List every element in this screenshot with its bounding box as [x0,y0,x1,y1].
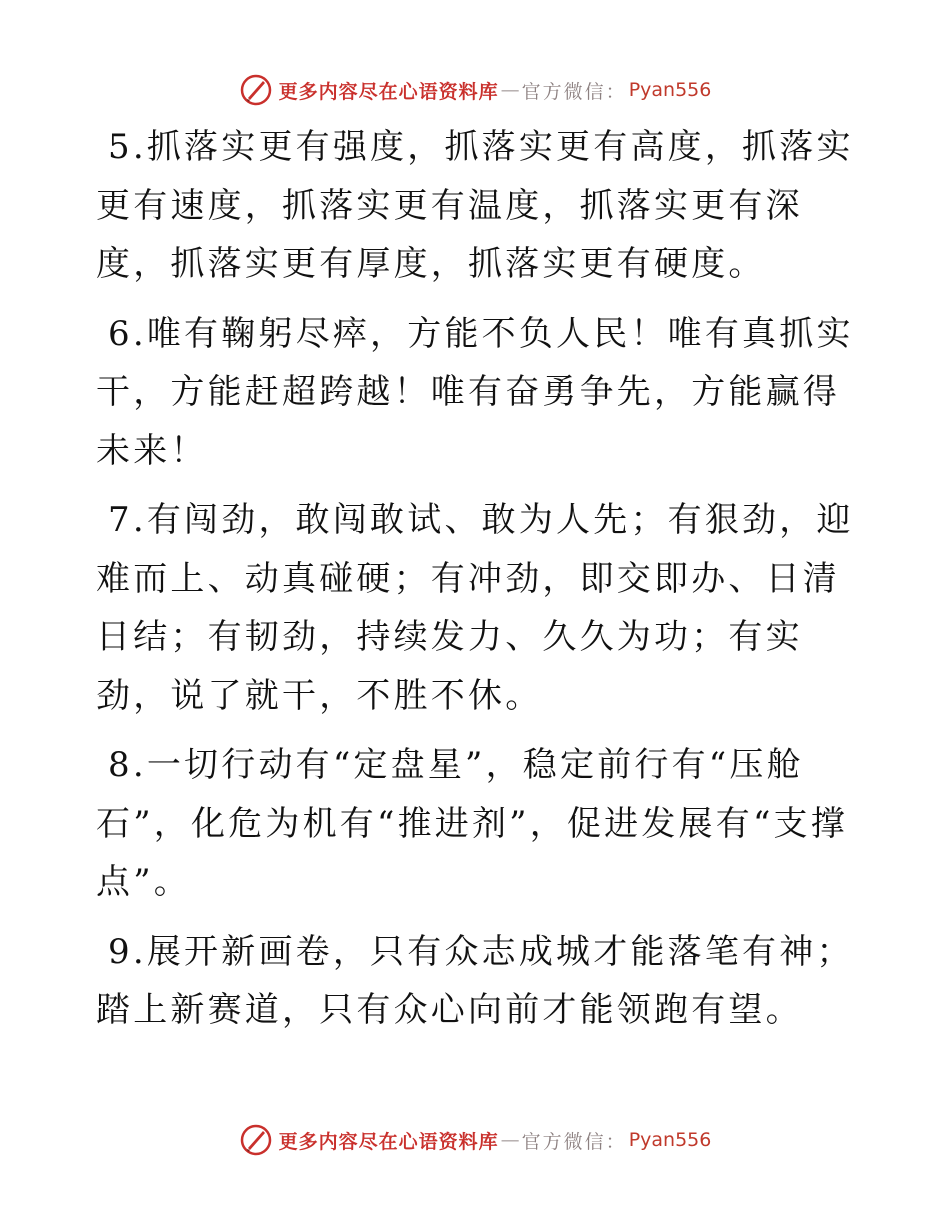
paragraph-number: 7. [108,500,147,540]
paragraph-text: 唯有鞠躬尽瘁，方能不负人民！唯有真抓实干，方能赶超跨越！唯有奋勇争先，方能赢得未来！ [96,313,854,471]
paragraph-6 [96,305,856,481]
paragraph-text: 有闯劲，敢闯敢试、敢为人先；有狠劲，迎难而上、动真碰硬；有冲劲，即交即办、日清日结；有韧劲，持续发力、久久为功；有实劲，说了就干，不胜不休。 [96,500,854,716]
footer-wechat-id: Pyan556 [628,1129,712,1151]
paragraph-8 [96,736,856,912]
paragraph-number: 5. [108,127,147,167]
header-wechat-label: 官方微信： [521,80,627,103]
quill-logo-icon [239,1123,273,1157]
header-wechat-id: Pyan556 [628,79,712,101]
header-brand-text: 更多内容尽在心语资料库 [278,80,499,103]
header-banner [0,70,950,110]
footer-brand-text: 更多内容尽在心语资料库 [278,1130,499,1153]
paragraph-text: 抓落实更有强度，抓落实更有高度，抓落实更有速度，抓落实更有温度，抓落实更有深度，抓落实更有厚度，抓落实更有硬度。 [96,127,854,284]
header-separator: — [500,79,520,101]
footer-wechat-label: 官方微信： [521,1130,627,1153]
paragraph-7 [96,491,856,725]
footer-separator: — [500,1129,520,1151]
paragraph-number: 6. [108,313,147,354]
paragraph-number: 9. [108,931,147,972]
paragraph-5 [96,118,856,294]
document-body [96,118,856,1051]
paragraph-text: 展开新画卷，只有众志成城才能落笔有神；踏上新赛道，只有众心向前才能领跑有望。 [96,931,854,1030]
paragraph-9 [96,923,856,1040]
paragraph-text: 一切行动有“定盘星”，稳定前行有“压舱石”，化危为机有“推进剂”，促进发展有“支撑点”。 [96,745,848,902]
quill-logo-icon [239,73,273,107]
paragraph-number: 8. [108,745,147,785]
footer-banner [0,1120,950,1160]
